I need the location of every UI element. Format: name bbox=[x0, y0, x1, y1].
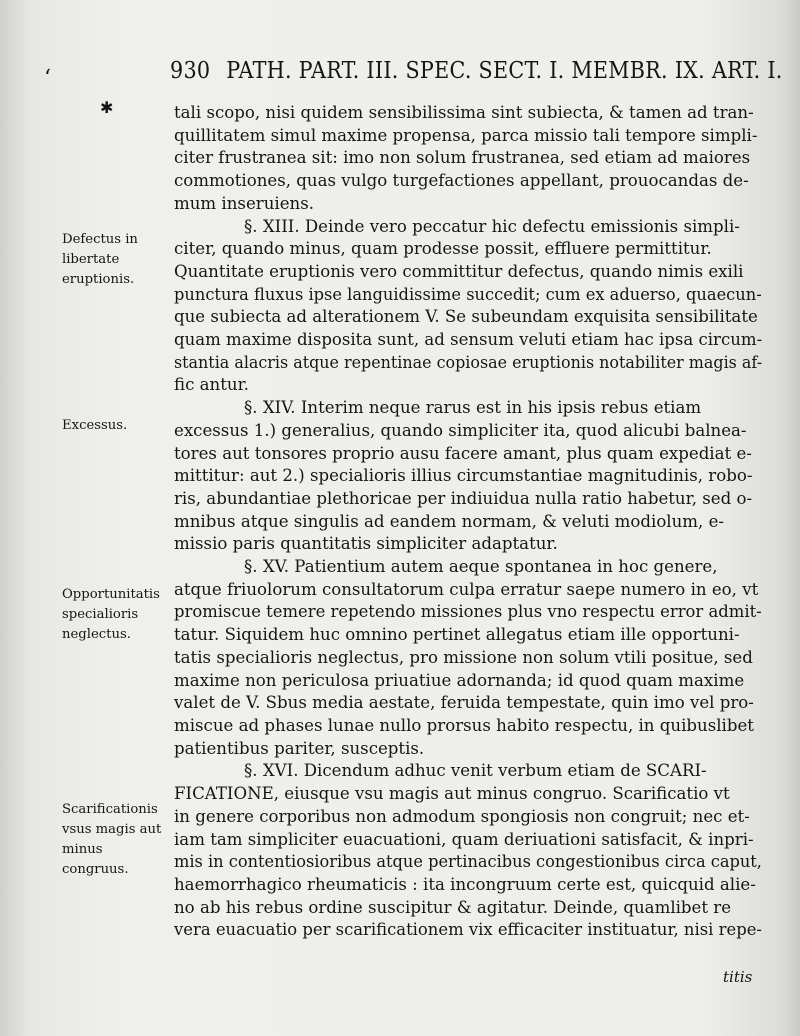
main-text bbox=[174, 102, 762, 942]
text-line: tores aut tonsores proprio ausu facere amant, plus quam expediat e- bbox=[174, 443, 752, 463]
margin-note-defectus: Defectus in libertate eruptionis. bbox=[62, 232, 138, 287]
text-line: excessus 1.) generalius, quando simpliciter ita, quod alicubi balnea- bbox=[174, 420, 747, 440]
text-line: missio paris quantitatis simpliciter adaptatur. bbox=[174, 534, 558, 554]
text-line: mittitur: aut 2.) specialioris illius circumstantiae magnitudinis, robo- bbox=[174, 466, 753, 486]
text-line: fic antur. bbox=[174, 375, 249, 395]
running-title: PATH. PART. III. SPEC. SECT. I. MEMBR. IX. ART. I. bbox=[226, 58, 783, 84]
text-line: ris, abundantiae plethoricae per indiuidua nulla ratio habetur, sed o- bbox=[174, 488, 753, 508]
text-line: no ab his rebus ordine suscipitur & agitatur. Deinde, quamlibet re bbox=[174, 897, 732, 917]
running-header bbox=[170, 58, 783, 84]
catchword: titis bbox=[723, 968, 753, 986]
text-line: commotiones, quas vulgo turgefactiones appellant, prouocandas de- bbox=[174, 171, 749, 191]
text-line: quam maxime disposita sunt, ad sensum veluti etiam hac ipsa circum- bbox=[174, 330, 763, 350]
text-line: tatis specialioris neglectus, pro missione non solum vtili positue, sed bbox=[174, 647, 753, 667]
text-line: mnibus atque singulis ad eandem normam, & veluti modiolum, e- bbox=[174, 511, 725, 531]
margin-mark: ʻ bbox=[44, 66, 51, 91]
text-line: maxime non periculosa priuatiue adornanda; id quod quam maxime bbox=[174, 670, 745, 690]
text-line: vera euacuatio per scarificationem vix efficaciter instituatur, nisi repe- bbox=[174, 920, 762, 940]
text-line: valet de V. Sbus media aestate, feruida tempestate, quin imo vel pro- bbox=[174, 693, 754, 713]
text-line: patientibus pariter, susceptis. bbox=[174, 738, 425, 758]
text-line: atque friuolorum consultatorum culpa erratur saepe numero in eo, vt bbox=[174, 579, 759, 599]
text-line: haemorrhagico rheumaticis : ita incongruum certe est, quicquid alie- bbox=[174, 874, 756, 894]
section-heading-xv: §. XV. Patientium autem aeque spontanea in hoc genere, bbox=[244, 557, 718, 577]
text-line: tali scopo, nisi quidem sensibilissima sint subiecta, & tamen ad tran- bbox=[174, 103, 754, 122]
text-line: que subiecta ad alterationem V. Se subeundam exquisita sensibilitate bbox=[174, 307, 758, 327]
text-line: in genere corporibus non admodum spongiosis non congruit; nec et- bbox=[174, 806, 750, 826]
ornament-mark: ✱ bbox=[100, 98, 114, 117]
margin-note-opportunitatis: Opportunitatis specialioris neglectus. bbox=[62, 587, 160, 642]
text-line: FICATIONE, eiusque vsu magis aut minus congruo. Scarificatio vt bbox=[174, 784, 730, 804]
text-line: iam tam simpliciter euacuationi, quam deriuationi satisfacit, & inpri- bbox=[174, 829, 754, 849]
text-line: Quantitate eruptionis vero committitur defectus, quando nimis exili bbox=[174, 261, 744, 281]
text-line: miscue ad phases lunae nullo prorsus habito respectu, in quibuslibet bbox=[174, 715, 754, 735]
text-line: stantia alacris atque repentinae copiosae eruptionis notabiliter magis af- bbox=[174, 352, 763, 372]
text-line: mis in contentiosioribus atque pertinacibus congestionibus circa caput, bbox=[174, 852, 762, 872]
text-line: citer, quando minus, quam prodesse possit, effluere permittitur. bbox=[174, 239, 712, 259]
text-line: punctura fluxus ipse languidissime succedit; cum ex aduerso, quaecun- bbox=[174, 284, 762, 304]
section-heading-xiii: §. XIII. Deinde vero peccatur hic defectu emissionis simpli- bbox=[244, 216, 740, 236]
text-line: promiscue temere repetendo missiones plus vno respectu error admit- bbox=[174, 602, 762, 622]
text-line: tatur. Siquidem huc omnino pertinet allegatus etiam ille opportuni- bbox=[174, 625, 740, 645]
margin-note-excessus: Excessus. bbox=[62, 418, 128, 433]
text-line: citer frustranea sit: imo non solum frustranea, sed etiam ad maiores bbox=[174, 148, 751, 168]
section-heading-xiv: §. XIV. Interim neque rarus est in his ipsis rebus etiam bbox=[244, 398, 702, 418]
text-line: quillitatem simul maxime propensa, parca missio tali tempore simpli- bbox=[174, 125, 758, 145]
margin-note-scarificationis: Scarificationis vsus magis aut minus congruus. bbox=[62, 802, 162, 877]
section-heading-xvi: §. XVI. Dicendum adhuc venit verbum etiam de SCARI- bbox=[244, 761, 707, 781]
page-number: 930 bbox=[170, 58, 211, 84]
text-line: mum inseruiens. bbox=[174, 193, 314, 213]
